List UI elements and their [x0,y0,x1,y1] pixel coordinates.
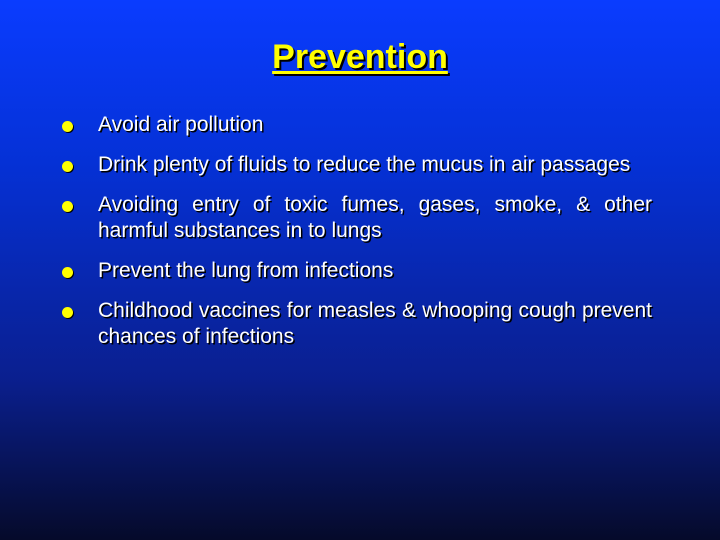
bullet-item [62,258,652,284]
bullet-dot-icon [62,121,73,132]
bullet-item [62,112,652,138]
slide-title: Prevention [272,38,448,76]
bullet-list [62,112,652,350]
bullet-item [62,192,652,244]
bullet-text: Drink plenty of fluids to reduce the mucus in air passages [98,153,631,176]
bullet-text: Avoid air pollution [98,113,264,136]
bullet-text: Childhood vaccines for measles & whooping cough prevent chances of infections [98,299,652,348]
bullet-dot-icon [62,161,73,172]
bullet-dot-icon [62,267,73,278]
bullet-text: Avoiding entry of toxic fumes, gases, smoke, & other harmful substances in to lungs [98,193,652,242]
bullet-dot-icon [62,201,73,212]
bullet-text: Prevent the lung from infections [98,259,394,282]
bullet-dot-icon [62,307,73,318]
bullet-item [62,298,652,350]
bullet-item [62,152,652,178]
